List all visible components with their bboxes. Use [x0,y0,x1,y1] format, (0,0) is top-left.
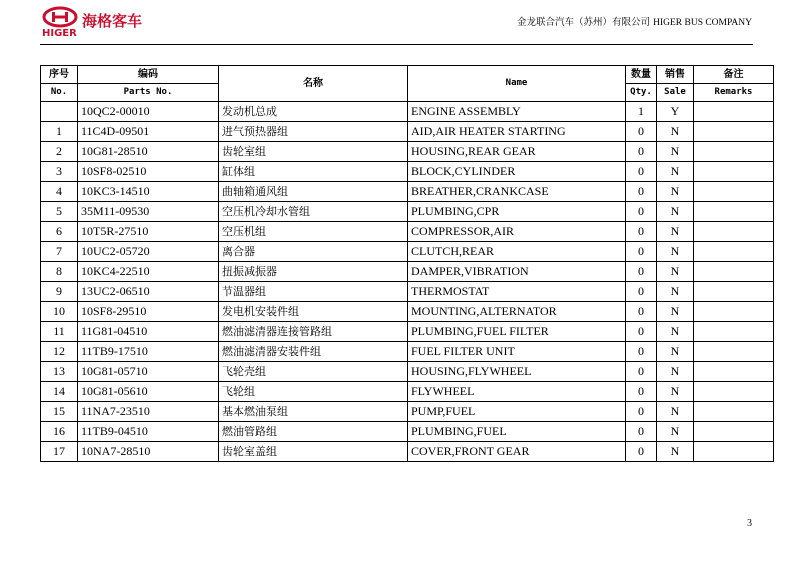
cell-sale: Y [657,102,694,122]
cell-remarks [694,322,774,342]
cell-remarks [694,402,774,422]
table-row [41,362,774,382]
cell-part-no: 10G81-05710 [78,362,219,382]
cell-name-cn: 空压机冷却水管组 [219,202,408,222]
cell-remarks [694,442,774,462]
cell-name-en: COVER,FRONT GEAR [408,442,626,462]
cell-qty: 1 [626,102,657,122]
cell-name-cn: 空压机组 [219,222,408,242]
cell-sale: N [657,302,694,322]
table-row [41,242,774,262]
cell-sale: N [657,382,694,402]
table-row [41,222,774,242]
cell-qty: 0 [626,262,657,282]
cell-name-en: BLOCK,CYLINDER [408,162,626,182]
cell-sale: N [657,362,694,382]
cell-name-en: MOUNTING,ALTERNATOR [408,302,626,322]
logo-text: 海格客车 [82,12,143,30]
cell-qty: 0 [626,202,657,222]
table-row [41,162,774,182]
col-seq-cn: 序号 [41,66,78,84]
cell-qty: 0 [626,362,657,382]
cell-remarks [694,222,774,242]
cell-remarks [694,422,774,442]
cell-remarks [694,282,774,302]
cell-qty: 0 [626,222,657,242]
col-remarks-en: Remarks [694,84,774,102]
cell-sale: N [657,282,694,302]
cell-no: 13 [41,362,78,382]
cell-remarks [694,102,774,122]
cell-name-cn: 离合器 [219,242,408,262]
cell-name-cn: 扭振减振器 [219,262,408,282]
cell-no [41,102,78,122]
parts-table [40,65,774,462]
cell-sale: N [657,202,694,222]
table-row [41,322,774,342]
cell-qty: 0 [626,422,657,442]
cell-qty: 0 [626,322,657,342]
cell-name-en: AID,AIR HEATER STARTING [408,122,626,142]
cell-qty: 0 [626,442,657,462]
cell-part-no: 11TB9-04510 [78,422,219,442]
cell-qty: 0 [626,122,657,142]
cell-name-cn: 齿轮室组 [219,142,408,162]
cell-remarks [694,142,774,162]
company-name [517,14,752,28]
table-row [41,382,774,402]
cell-name-cn: 基本燃油泵组 [219,402,408,422]
cell-part-no: 10KC4-22510 [78,262,219,282]
cell-qty: 0 [626,282,657,302]
col-name-en: Name [408,66,626,102]
cell-part-no: 10G81-28510 [78,142,219,162]
cell-qty: 0 [626,342,657,362]
cell-qty: 0 [626,182,657,202]
cell-no: 7 [41,242,78,262]
cell-part-no: 11TB9-17510 [78,342,219,362]
logo-text-en: HIGER [42,28,77,39]
company-logo [40,6,150,40]
cell-sale: N [657,242,694,262]
table-row [41,182,774,202]
cell-qty: 0 [626,162,657,182]
cell-name-en: BREATHER,CRANKCASE [408,182,626,202]
cell-name-en: COMPRESSOR,AIR [408,222,626,242]
page-number: 3 [747,518,752,529]
cell-part-no: 10T5R-27510 [78,222,219,242]
cell-remarks [694,122,774,142]
cell-name-cn: 燃油滤清器安装件组 [219,342,408,362]
cell-remarks [694,302,774,322]
cell-sale: N [657,122,694,142]
cell-name-cn: 发动机总成 [219,102,408,122]
cell-name-en: PLUMBING,FUEL FILTER [408,322,626,342]
cell-qty: 0 [626,142,657,162]
cell-no: 4 [41,182,78,202]
table-row [41,342,774,362]
table-row [41,442,774,462]
cell-qty: 0 [626,302,657,322]
cell-name-cn: 飞轮组 [219,382,408,402]
cell-sale: N [657,442,694,462]
cell-name-en: PUMP,FUEL [408,402,626,422]
cell-name-en: DAMPER,VIBRATION [408,262,626,282]
cell-name-en: PLUMBING,FUEL [408,422,626,442]
col-code-en: Parts No. [78,84,219,102]
cell-name-en: CLUTCH,REAR [408,242,626,262]
table-row [41,202,774,222]
higer-logo-icon [42,6,78,28]
cell-remarks [694,362,774,382]
cell-no: 3 [41,162,78,182]
cell-qty: 0 [626,382,657,402]
cell-part-no: 35M11-09530 [78,202,219,222]
cell-no: 6 [41,222,78,242]
cell-no: 10 [41,302,78,322]
cell-sale: N [657,342,694,362]
cell-part-no: 11C4D-09501 [78,122,219,142]
cell-sale: N [657,162,694,182]
col-qty-en: Qty. [626,84,657,102]
col-name-cn: 名称 [219,66,408,102]
cell-name-en: PLUMBING,CPR [408,202,626,222]
cell-sale: N [657,402,694,422]
cell-part-no: 10NA7-28510 [78,442,219,462]
cell-no: 1 [41,122,78,142]
cell-part-no: 10UC2-05720 [78,242,219,262]
cell-remarks [694,162,774,182]
cell-no: 12 [41,342,78,362]
cell-remarks [694,382,774,402]
cell-part-no: 10QC2-00010 [78,102,219,122]
cell-name-cn: 燃油管路组 [219,422,408,442]
table-row [41,402,774,422]
cell-sale: N [657,182,694,202]
cell-qty: 0 [626,402,657,422]
cell-no: 16 [41,422,78,442]
cell-name-cn: 飞轮壳组 [219,362,408,382]
cell-no: 8 [41,262,78,282]
table-row [41,302,774,322]
cell-no: 17 [41,442,78,462]
cell-sale: N [657,322,694,342]
cell-no: 14 [41,382,78,402]
cell-name-en: HOUSING,FLYWHEEL [408,362,626,382]
cell-no: 15 [41,402,78,422]
col-sale-en: Sale [657,84,694,102]
table-row [41,282,774,302]
header-divider [40,44,753,45]
cell-name-cn: 燃油滤清器连接管路组 [219,322,408,342]
cell-part-no: 13UC2-06510 [78,282,219,302]
col-seq-en: No. [41,84,78,102]
col-qty-cn: 数量 [626,66,657,84]
cell-qty: 0 [626,242,657,262]
cell-name-en: FUEL FILTER UNIT [408,342,626,362]
cell-remarks [694,262,774,282]
cell-part-no: 10SF8-02510 [78,162,219,182]
cell-no: 9 [41,282,78,302]
cell-remarks [694,202,774,222]
cell-sale: N [657,262,694,282]
cell-name-cn: 节温器组 [219,282,408,302]
cell-name-cn: 齿轮室盖组 [219,442,408,462]
table-row [41,142,774,162]
cell-name-cn: 发电机安装件组 [219,302,408,322]
cell-name-en: FLYWHEEL [408,382,626,402]
table-row [41,122,774,142]
col-remarks-cn: 备注 [694,66,774,84]
cell-name-en: ENGINE ASSEMBLY [408,102,626,122]
header-row-cn [41,66,774,84]
table-row [41,102,774,122]
cell-sale: N [657,422,694,442]
cell-part-no: 10SF8-29510 [78,302,219,322]
cell-sale: N [657,222,694,242]
table-row [41,262,774,282]
cell-remarks [694,242,774,262]
cell-no: 11 [41,322,78,342]
cell-no: 5 [41,202,78,222]
cell-name-en: THERMOSTAT [408,282,626,302]
cell-part-no: 10KC3-14510 [78,182,219,202]
cell-sale: N [657,142,694,162]
cell-name-cn: 进气预热器组 [219,122,408,142]
cell-name-cn: 曲轴箱通风组 [219,182,408,202]
col-sale-cn: 销售 [657,66,694,84]
cell-part-no: 11NA7-23510 [78,402,219,422]
cell-part-no: 10G81-05610 [78,382,219,402]
company-name-en: HIGER BUS COMPANY [653,18,752,28]
cell-remarks [694,342,774,362]
cell-no: 2 [41,142,78,162]
cell-remarks [694,182,774,202]
cell-name-cn: 缸体组 [219,162,408,182]
cell-name-en: HOUSING,REAR GEAR [408,142,626,162]
table-row [41,422,774,442]
col-code-cn: 编码 [78,66,219,84]
company-name-cn: 金龙联合汽车（苏州）有限公司 [517,17,651,28]
cell-part-no: 11G81-04510 [78,322,219,342]
